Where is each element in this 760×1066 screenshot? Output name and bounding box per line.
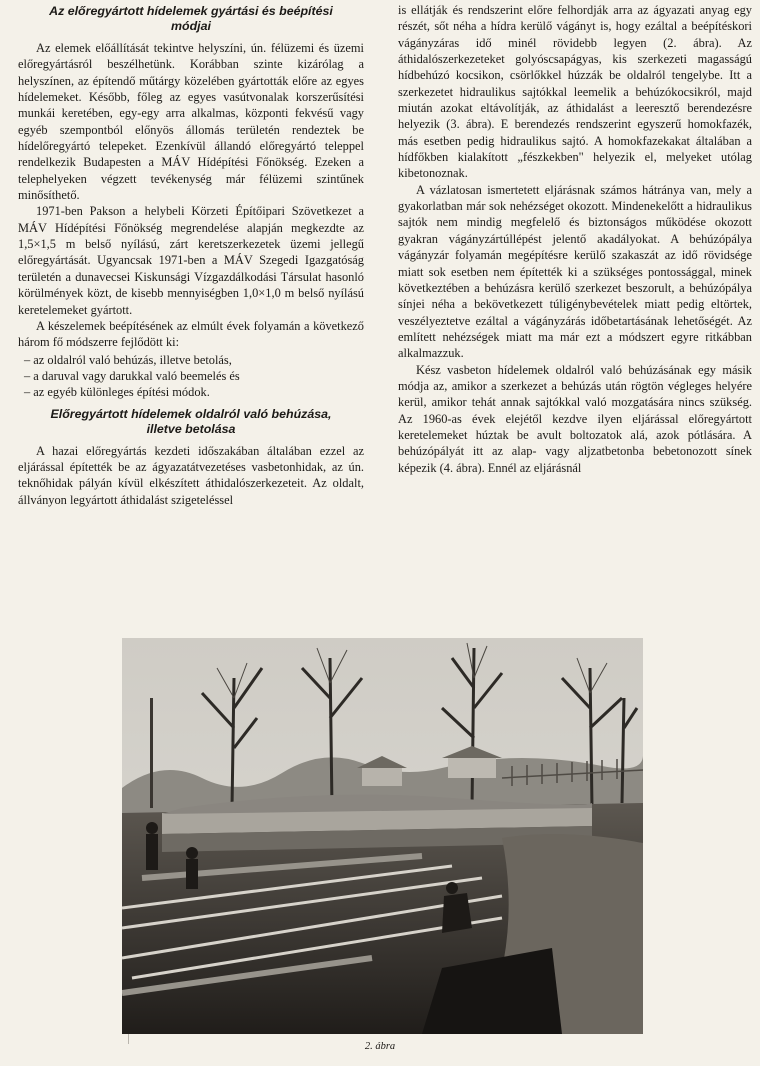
house-wall [448,758,496,778]
figure-caption [0,1041,760,1052]
paragraph: A készelemek beépítésének az elmúlt évek folyamán a következő három fő módszerre fejlődött ki: [18,318,364,350]
list-item: – az oldalról való behúzás, illetve betolás, [24,352,364,368]
caption-text: 2. ábra [364,1041,396,1052]
paragraph: A vázlatosan ismertetett eljárásnak számos hátránya van, mely a gyakorlatban már sok nehézséget okozott. Mindenekelőtt a hidraulikus sajtók nem mindig megfelelő és biztonságos működése okozott gyakran vágányzártúllépést jelentő akadályokat. A behúzópálya vágányzár folyamán megépítésre kerülő szakaszát az idő rövidsége miatt sok esetben nem építették ki a szükséges pontossággal, minek következtében a behúzásra kerülő szerkezet beszorult, a behúzópálya sínjei néha a bekövetkezett túligénybevételek miatt pedig eltörtek, veszélyeztetve ezáltal a vágányzárás időbetartásának lehetőségét. Az említett nehézségek miatt ma már ezt a módszert egyre ritkábban alkalmazzuk. [398,182,752,361]
paragraph: is ellátják és rendszerint előre felhordják arra az ágyazati anyag egy részét, sőt néha a hídra kerülő vágányt is, hogy ezáltal a beépítéskori vágányzáras idő minél rövidebb legyen (2. ábra). Az áthidalószerkezeteket golyóscsapágyas, kis szerkezeti magasságú hídbehúzó kocsikon, csörlőkkel húzzák be oldalról tengelybe. Itt a szerkezetet hidraulikus sajtókkal leemelik a behúzókocsikról, majd miután azokat eltávolítják, az áthidalást a leeresztő berendezésre helyezik (3. ábra). E berendezés rendszerint egyszerű homokfazék, más esetben pedig hidraulikus sajtó. A homokfazekakat általában a hídfőkben kialakított „fészkekben" helyezik el, melyeket utólag kibetonoznak. [398,3,752,181]
paragraph: Kész vasbeton hídelemek oldalról való behúzásának egy másik módja az, amikor a szerkezet a behúzás után rögtön végleges helyére kerül, amikor tehát annak sajtókkal való mozgatására nincs szükség. Az 1960-as évek elejétől kezdve ilyen eljárással előregyártott keretelemeket húztak be avult boltozatok alá, azok pótlására. A behúzópályát itt az alap- vagy aljzatbetonba bebetonozott sínek képezik (4. ábra). Ennél az eljárásnál [398,362,752,475]
paragraph: A hazai előregyártás kezdeti időszakában általában ezzel az eljárással építették be az ágyazatátvezetéses vasbetonhidak, az ún. teknőhidak pályán kívül elkészített áthidalószerkezeteit. Az oldalt, állványon legyártott áthidalást szigeteléssel [18,443,364,507]
section-heading-side-pulling [18,407,364,437]
heading-line: módjai [171,19,211,33]
heading-line: Előregyártott hídelemek oldalról való behúzása, [50,406,332,421]
list-item: – az egyéb különleges építési módok. [24,384,364,400]
right-column [398,2,752,476]
utility-pole [150,698,153,808]
figure-photo-bridge-construction [122,638,643,1034]
left-column [18,2,364,508]
section-heading-production-methods [18,4,364,34]
list-item: – a daruval vagy darukkal való beemelés és [24,368,364,384]
paragraph: Az elemek előállítását tekintve helyszíni, ún. félüzemi és üzemi előregyártásról beszélhetünk. Korábban szinte kizárólag a helyszínen, az építendő műtárgy közelében gyártották előre az egyes hídelemeket. Később, főleg az egyes vasútvonalak korszerűsítési munkái keretében, egy-egy arra alkalmas, központi fekvésű vagy egyéb szempontból előnyös állomás területén rendeztek be hídelőregyártó telepeket. Ezenkívül állandó előregyártó teleppel rendelkezik Budapesten a MÁV Hídépítési Főnökség. Ezeken a telephelyeken végzett tevékenység már félüzemi szintűnek minősíthető. [18,41,364,203]
heading-line: illetve betolása [146,421,236,436]
photo-illustration [122,638,643,1034]
paragraph: 1971-ben Pakson a helybeli Körzeti Építőipari Szövetkezet a MÁV Hídépítési Főnökség megrendelése alapján megkezdte az 1,5×1,5 m belső nyílású, zárt keretszerkezetek üzemi jellegű előregyártását. Ugyancsak 1971-ben a MÁV Szegedi Igazgatóság területén a dunavecsei Kiskunsági Vízgazdálkodási Társulat hasonló körülmények közt, de kisebb mennyiségben 1,0×1,0 m belső nyílású keretelemeket gyártott. [18,204,364,317]
heading-line: Az előregyártott hídelemek gyártási és beépítési [49,4,333,18]
house-wall [362,768,402,786]
methods-list [18,352,364,401]
